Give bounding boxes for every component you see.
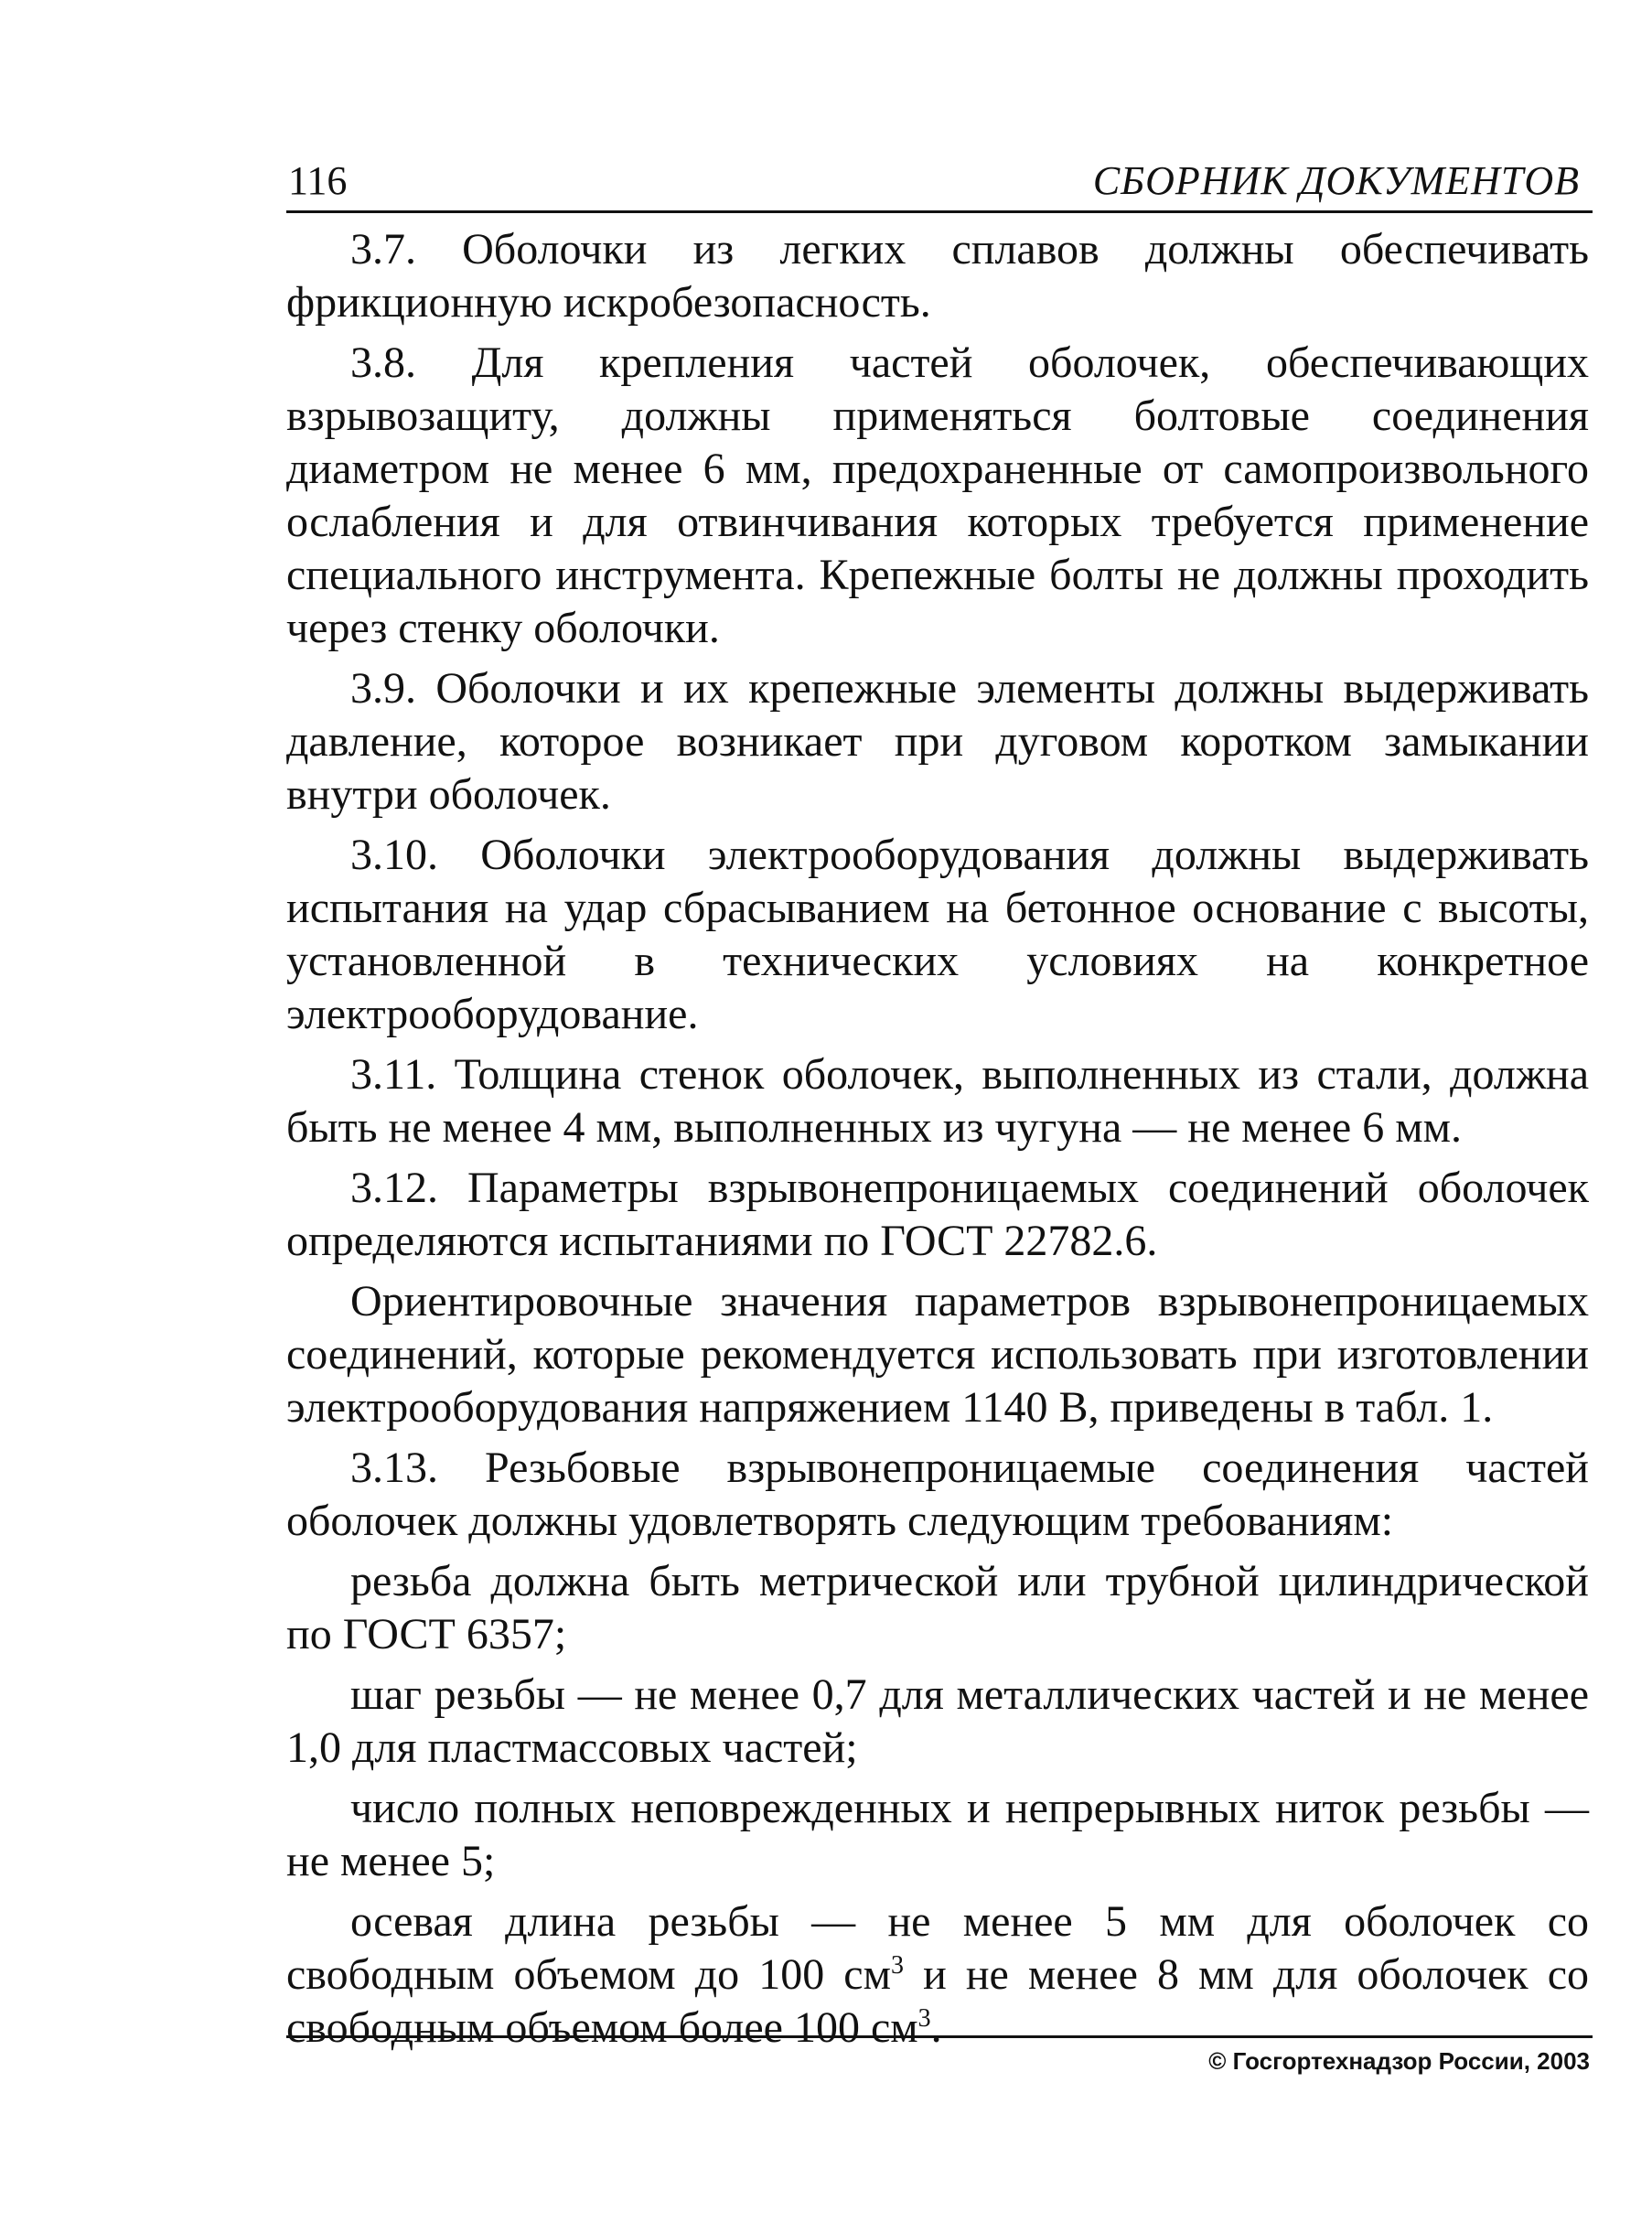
paragraph-3-12: 3.12. Параметры взрывонепроницаемых соединений оболочек определяются испытаниями по ГОСТ 22782.6. bbox=[286, 1164, 1589, 1265]
running-title: СБОРНИК ДОКУМЕНТОВ bbox=[1092, 158, 1580, 203]
paragraph-3-9: 3.9. Оболочки и их крепежные элементы должны выдерживать давление, которое возникает при дуговом коротком замыкании внутри оболочек. bbox=[286, 664, 1589, 819]
paragraph-3-7: 3.7. Оболочки из легких сплавов должны обеспечивать фрикционную искробезопасность. bbox=[286, 225, 1589, 327]
requirement-thread-pitch: шаг резьбы — не менее 0,7 для металлических частей и не менее 1,0 для пластмассовых частей; bbox=[286, 1670, 1589, 1772]
superscript-3: 3 bbox=[891, 1951, 904, 1980]
thread-length-text-2: и не менее 8 мм для оболочек со свободным объемом более 100 см bbox=[286, 1950, 1590, 2052]
document-body bbox=[286, 223, 1589, 2062]
paragraph-3-13: 3.13. Резьбовые взрывонепроницаемые соединения частей оболочек должны удовлетворять следующим требованиям: bbox=[286, 1444, 1589, 1545]
requirement-thread-length bbox=[286, 1895, 1589, 2055]
paragraph-3-8: 3.8. Для крепления частей оболочек, обеспечивающих взрывозащиту, должны применяться болтовые соединения диаметром не менее 6 мм, предохраненные от самопроизвольного ослабления и для отвинчивания которых требуется применение специального инструмента. Крепежные болты не должны проходить через стенку оболочки. bbox=[286, 338, 1589, 652]
footer-rule bbox=[286, 2035, 1593, 2038]
page-header bbox=[286, 154, 1585, 209]
thread-length-text-1: осевая длина резьбы — не менее 5 мм для оболочек со свободным объемом до 100 см bbox=[286, 1897, 1589, 1999]
paragraph-table-reference: Ориентировочные значения параметров взрывонепроницаемых соединений, которые рекомендуется использовать при изготовлении электрооборудования напряжением 1140 В, приведены в табл. 1. bbox=[286, 1277, 1589, 1432]
thread-length-text-3: . bbox=[930, 2003, 942, 2052]
requirement-thread-count: число полных неповрежденных и непрерывных ниток резьбы — не менее 5; bbox=[286, 1784, 1589, 1885]
copyright-notice: © Госгортехнадзор России, 2003 bbox=[1208, 2047, 1590, 2075]
superscript-3: 3 bbox=[917, 2004, 931, 2033]
header-rule bbox=[286, 210, 1593, 213]
page-number: 116 bbox=[288, 158, 348, 203]
paragraph-3-11: 3.11. Толщина стенок оболочек, выполненных из стали, должна быть не менее 4 мм, выполненных из чугуна — не менее 6 мм. bbox=[286, 1050, 1589, 1152]
paragraph-3-10: 3.10. Оболочки электрооборудования должны выдерживать испытания на удар сбрасыванием на бетонное основание с высоты, установленной в технических условиях на конкретное электрооборудование. bbox=[286, 831, 1589, 1038]
requirement-thread-type: резьба должна быть метрической или трубной цилиндрической по ГОСТ 6357; bbox=[286, 1557, 1589, 1658]
